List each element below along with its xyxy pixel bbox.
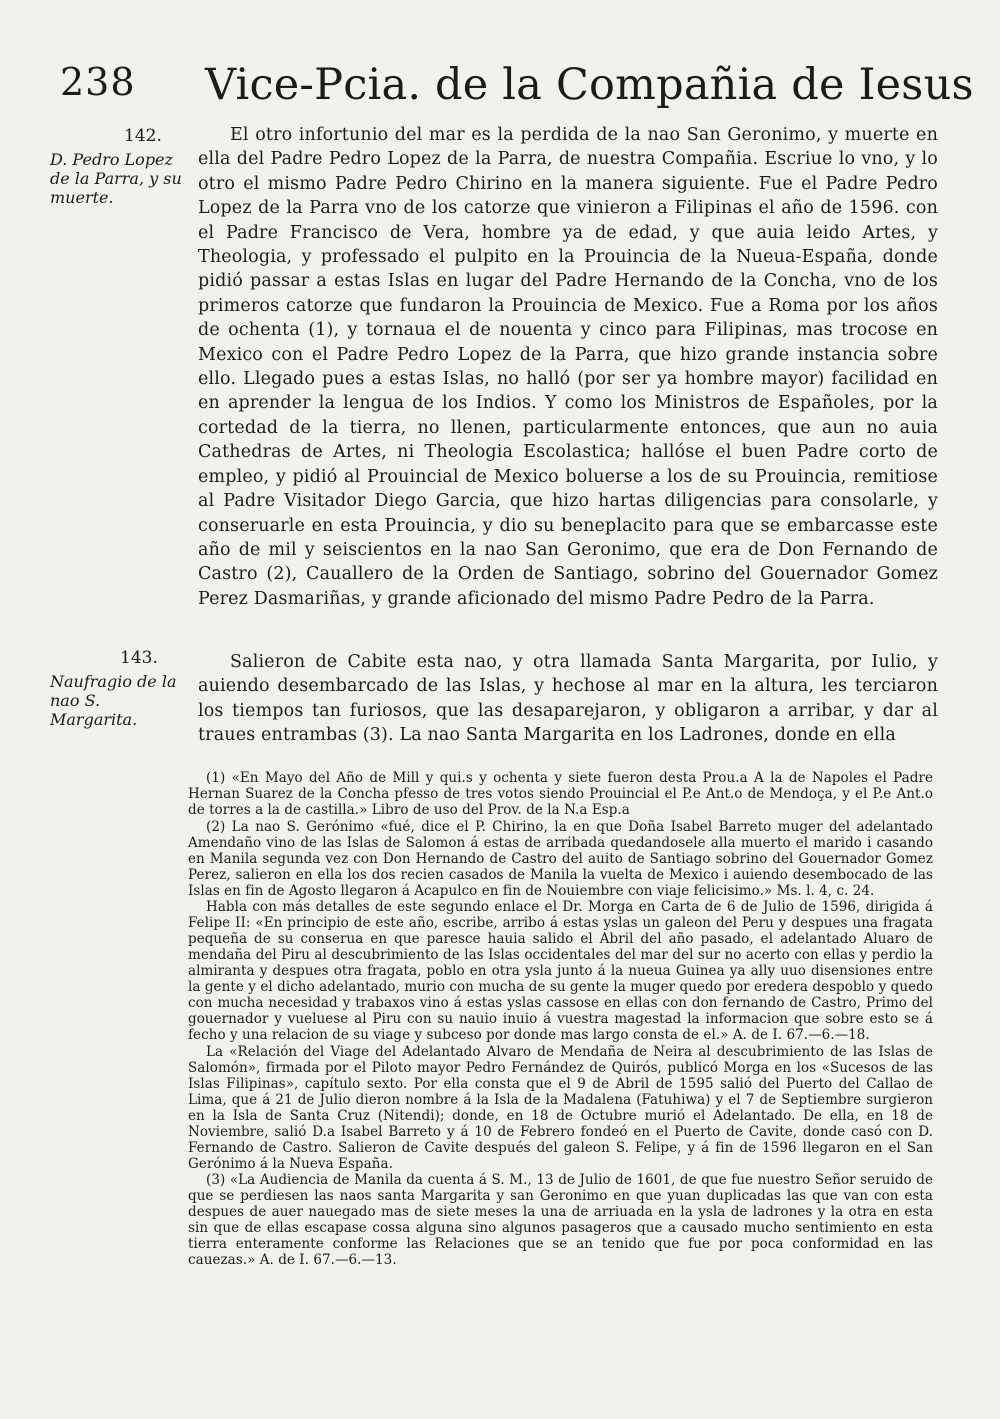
footnote-2: (2) La nao S. Gerónimo «fué, dice el P. Chirino, la en que Doña Isabel Barreto muger del adelantado Amendaño vino de las Islas de Salomon á estas de arribada quedandosele alla muerto el marido i casando en Manila segunda vez con Don Hernando de Castro del auito de Santiago sobrino del Gouernador Gomez Perez, salieron en ella los dos recien casados de Manila la vuelta de Mexico i auiendo desembocado de las Islas en fin de Agosto llegaron á Acapulco en fin de Nouiembre con viaje felicisimo.» Ms. l. 4, c. 24. [188, 818, 933, 899]
footnote-2-continued-relacion: La «Relación del Viage del Adelantado Alvaro de Mendaña de Neira al descubrimiento de las Islas de Salomón», firmada por el Piloto mayor Pedro Fernández de Quirós, publicó Morga en los «Sucesos de las Islas Filipinas», capítulo sexto. Por ella consta que el 9 de Abril de 1595 salió del Puerto del Callao de Lima, que á 21 de Julio dieron nombre á la Isla de la Madalena (Fatuhiwa) y el 7 de Septiembre surgieron en la Isla de Santa Cruz (Nitendi); donde, en 18 de Octubre murió el Adelantado. De ella, en 18 de Noviembre, salió D.a Isabel Barreto y á 10 de Febrero fondeó en el Puerto de Cavite, donde casó con D. Fernando de Castro. Salieron de Cavite después del galeon S. Felipe, y á fin de 1596 llegaron en el San Gerónimo á la Nueva España. [188, 1043, 933, 1172]
margin-note-naufragio: Naufragio de la nao S. Margarita. [50, 672, 177, 729]
running-title: Vice-Pcia. de la Compañia de Iesus [205, 60, 974, 110]
paragraph-143: Salieron de Cabite esta nao, y otra llamada Santa Margarita, por Iulio, y auiendo desembarcado de las Islas, y hechose al mar en la altura, les terciaron los tiempos tan furiosos, que las desaparejaron, y obligaron a arribar, y dar al traues entrambas (3). La nao Santa Margarita en los Ladrones, donde en ella [198, 652, 938, 746]
paragraph-number-143: 143. [120, 648, 158, 668]
paragraph-number-142: 142. [124, 126, 162, 146]
page-header [60, 60, 974, 124]
page-number: 238 [60, 60, 136, 104]
footnotes [188, 770, 933, 1269]
footnote-1: (1) «En Mayo del Año de Mill y qui.s y ochenta y siete fueron desta Prou.a A la de Napoles el Padre Hernan Suarez de la Concha pfesso de tres votos siendo Prouincial el P.e Ant.o de Mendoça, y el P.e Ant.o de torres a la de castilla.» Libro de uso del Prov. de la N.a Esp.a [188, 770, 933, 818]
footnote-2-continued-morga: Habla con más detalles de este segundo enlace el Dr. Morga en Carta de 6 de Julio de 1596, dirigida á Felipe II: «En principio de este año, escribe, arribo á estas yslas un galeon del Peru y despues una fragata pequeña de su conserua en que paresce hauia salido el Abril del año pasado, el adelantado Aluaro de mendaña del Piru al descubrimiento de las Islas occidentales del mar del sur no acerto con ellas y perdio la almiranta y despues otra fragata, poblo en otra ysla junto á la nueua Guinea ya ally uuo disensiones entre la gente y el dicho adelantado, murio con mucha de su gente la muger quedo por eredera despoblo y quedo con mucha necesidad y trabaxos vino á estas yslas cassose en ellas con don fernando de Castro, Primo del gouernador y vueluese al Piru con su nauio inuio á vuestra magestad la informacion que sobre esto se á fecho y una relacion de su viage y subceso por donde mas largo consta de el.» A. de I. 67.—6.—18. [188, 899, 933, 1043]
main-text-section-143 [198, 650, 938, 748]
footnote-3: (3) «La Audiencia de Manila da cuenta á S. M., 13 de Julio de 1601, de que fue nuestro Señor seruido de que se perdiesen las naos santa Margarita y san Geronimo en que yuan duplicadas las que van con esta despues de auer nauegado mas de siete meses la una de arriuada en la ysla de ladrones y la otra en esta sin que de ellas escapase cossa alguna sino algunos pasageros que a causado mucho sentimiento en esta tierra enteramente conforme las Relaciones que se an tenido que fue por poca conformidad en las cauezas.» A. de I. 67.—6.—13. [188, 1172, 933, 1268]
main-text-section-142 [198, 123, 938, 611]
margin-note-pedro-lopez: D. Pedro Lopez de la Parra, y su muerte. [50, 150, 182, 207]
paragraph-142: El otro infortunio del mar es la perdida de la nao San Geronimo, y muerte en ella del Padre Pedro Lopez de la Parra, de nuestra Compañia. Escriue lo vno, y lo otro el mismo Padre Pedro Chirino en la manera siguiente. Fue el Padre Pedro Lopez de la Parra vno de los catorze que vinieron a Filipinas el año de 1596. con el Padre Francisco de Vera, hombre ya de edad, y que auia leido Artes, y Theologia, y professado el pulpito en la Prouincia de la Nueua-España, donde pidió passar a estas Islas en lugar del Padre Hernando de la Concha, vno de los primeros catorze que fundaron la Prouincia de Mexico. Fue a Roma por los años de ochenta (1), y tornaua el de nouenta y cinco para Filipinas, mas trocose en Mexico con el Padre Pedro Lopez de la Parra, que hizo grande instancia sobre ello. Llegado pues a estas Islas, no halló (por ser ya hombre mayor) facilidad en en aprender la lengua de los Indios. Y como los Ministros de Españoles, por la cortedad de la tierra, no llenen, particularmente entonces, que aun no auia Cathedras de Artes, ni Theologia Escolastica; hallóse el buen Padre corto de empleo, y pidió al Prouincial de Mexico boluerse a los de su Prouincia, remitiose al Padre Visitador Diego Garcia, que hizo hartas diligencias para consolarle, y conseruarle en esta Prouincia, y dio su beneplacito para que se embarcasse este año de mil y seiscientos en la nao San Geronimo, que era de Don Fernando de Castro (2), Cauallero de la Orden de Santiago, sobrino del Gouernador Gomez Perez Dasmariñas, y grande aficionado del mismo Padre Pedro de la Parra. [198, 125, 938, 609]
